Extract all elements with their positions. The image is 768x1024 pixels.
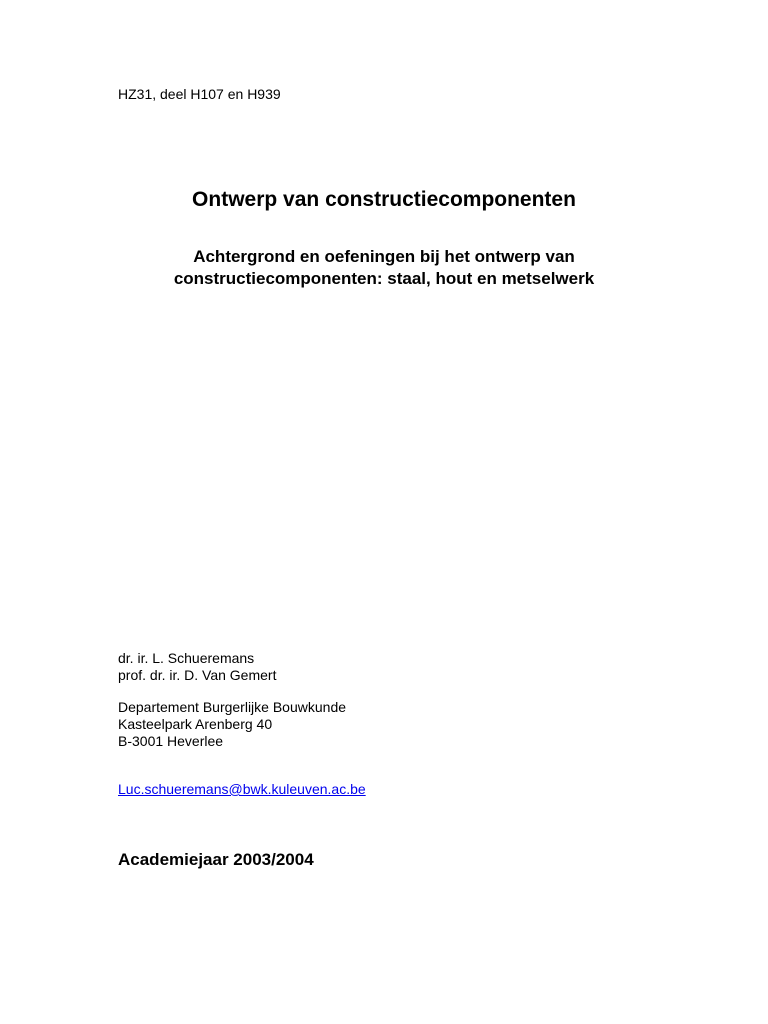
author-list xyxy=(118,650,276,684)
subtitle-line: constructiecomponenten: staal, hout en metselwerk xyxy=(173,269,595,288)
subtitle-line: Achtergrond en oefeningen bij het ontwerp van xyxy=(193,247,575,266)
address-line: Kasteelpark Arenberg 40 xyxy=(118,716,273,732)
academic-year: Academiejaar 2003/2004 xyxy=(118,850,314,869)
author-name: dr. ir. L. Schueremans xyxy=(118,650,255,666)
course-code: HZ31, deel H107 en H939 xyxy=(118,86,281,102)
address-line: B-3001 Heverlee xyxy=(118,733,224,749)
document-subtitle xyxy=(0,246,768,290)
address-line: Departement Burgerlijke Bouwkunde xyxy=(118,699,347,715)
document-title: Ontwerp van constructiecomponenten xyxy=(192,188,576,211)
email-link[interactable]: Luc.schueremans@bwk.kuleuven.ac.be xyxy=(118,781,366,797)
author-name: prof. dr. ir. D. Van Gemert xyxy=(118,667,277,683)
department-address xyxy=(118,699,346,750)
